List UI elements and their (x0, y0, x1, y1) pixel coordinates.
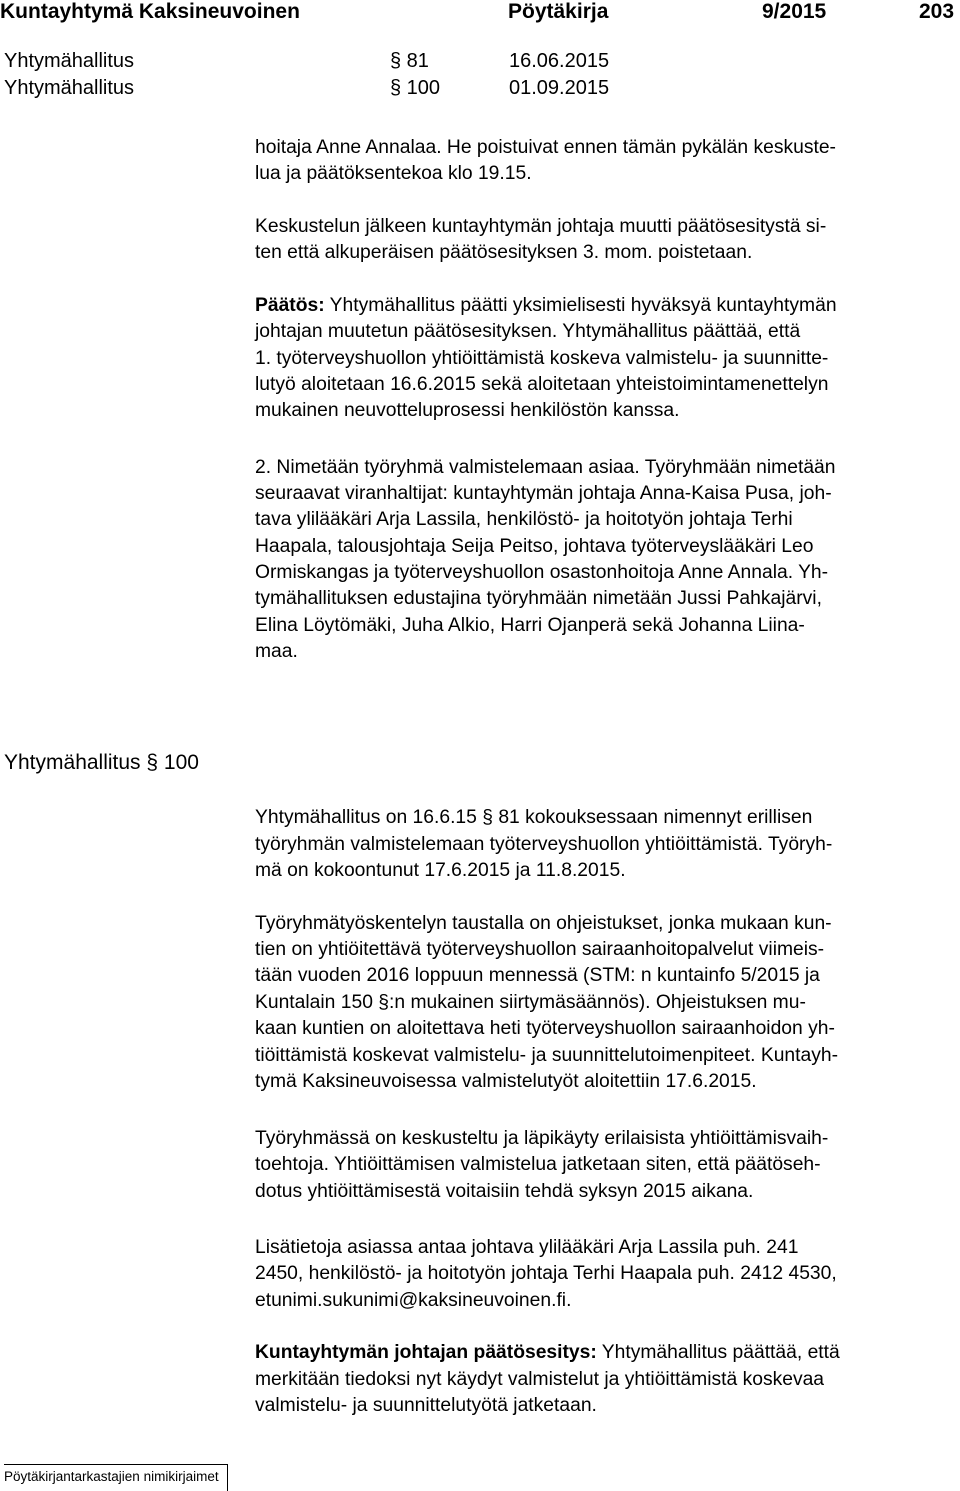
reference-body: Yhtymähallitus (4, 50, 135, 72)
signature-box (4, 1464, 228, 1491)
decision-label: Päätös: (255, 295, 325, 316)
text-line: 1. työterveyshuollon yhtiöittämistä koskeva valmistelu- ja suunnitte- (255, 348, 829, 369)
text-line: tien on yhtiöitettävä työterveyshuollon sairaanhoitopalvelut viimeis- (255, 939, 825, 960)
text-line: lua ja päätöksentekoa klo 19.15. (255, 163, 532, 184)
text-line: seuraavat viranhaltijat: kuntayhtymän johtaja Anna-Kaisa Pusa, joh- (255, 483, 832, 504)
text-line: merkitään tiedoksi nyt käydyt valmistelut ja yhtiöittämistä koskevaa (255, 1369, 825, 1390)
text-line: Ormiskangas ja työterveyshuollon osastonhoitoja Anne Annala. Yh- (255, 562, 829, 583)
text-line: dotus yhtiöittämisestä voitaisiin tehdä syksyn 2015 aikana. (255, 1181, 754, 1202)
text-line: tiöittämistä koskevat valmistelu- ja suunnittelutoimenpiteet. Kuntayh- (255, 1045, 839, 1066)
text-line: johtajan muutetun päätösesityksen. Yhtymähallitus päättää, että (255, 321, 801, 342)
text-line: Työryhmässä on keskusteltu ja läpikäyty erilaisista yhtiöittämisvaih- (255, 1128, 829, 1149)
text-line: mukainen neuvotteluprosessi henkilöstön kanssa. (255, 400, 680, 421)
text-line: Lisätietoja asiassa antaa johtava ylilääkäri Arja Lassila puh. 241 (255, 1237, 799, 1258)
reference-section: § 81 (390, 50, 429, 72)
text-line: toehtoja. Yhtiöittämisen valmistelua jatketaan siten, että päätöseh- (255, 1154, 821, 1175)
reference-date: 01.09.2015 (509, 77, 610, 99)
decision-text: Yhtymähallitus päätti yksimielisesti hyväksyä kuntayhtymän (324, 295, 837, 316)
proposal-text: Yhtymähallitus päättää, että (596, 1342, 840, 1363)
text-line: tymä Kaksineuvoisessa valmistelutyöt aloitettiin 17.6.2015. (255, 1071, 757, 1092)
reference-date: 16.06.2015 (509, 50, 610, 72)
organization-name: Kuntayhtymä Kaksineuvoinen (0, 0, 300, 23)
text-line: maa. (255, 641, 298, 662)
text-line: Työryhmätyöskentelyn taustalla on ohjeistukset, jonka mukaan kun- (255, 913, 832, 934)
text-line: tään vuoden 2016 loppuun mennessä (STM: n kuntainfo 5/2015 ja (255, 965, 820, 986)
text-line: valmistelu- ja suunnittelutyötä jatketaan. (255, 1395, 597, 1416)
text-line: työryhmän valmistelemaan työterveyshuollon yhtiöittämistä. Työryh- (255, 834, 833, 855)
text-line: Kuntalain 150 §:n mukainen siirtymäsäännös). Ohjeistuksen mu- (255, 992, 806, 1013)
text-line (255, 293, 837, 319)
reference-section: § 100 (390, 77, 441, 99)
page-number: 203 (919, 0, 955, 23)
text-line: ten että alkuperäisen päätösesityksen 3. mom. poistetaan. (255, 242, 753, 263)
text-line: Keskustelun jälkeen kuntayhtymän johtaja muutti päätösesitystä si- (255, 216, 827, 237)
text-line: hoitaja Anne Annalaa. He poistuivat ennen tämän pykälän keskuste- (255, 137, 836, 158)
text-line: kaan kuntien on aloitettava heti työterveyshuollon sairaanhoidon yh- (255, 1018, 835, 1039)
signature-label: Pöytäkirjantarkastajien nimikirjaimet (4, 1469, 219, 1484)
text-line: Yhtymähallitus on 16.6.15 § 81 kokouksessaan nimennyt erillisen (255, 807, 813, 828)
text-line: mä on kokoontunut 17.6.2015 ja 11.8.2015. (255, 860, 626, 881)
text-line: Elina Löytömäki, Juha Alkio, Harri Ojanperä sekä Johanna Liina- (255, 615, 805, 636)
text-line: 2. Nimetään työryhmä valmistelemaan asiaa. Työryhmään nimetään (255, 457, 836, 478)
proposal-label: Kuntayhtymän johtajan päätösesitys: (255, 1342, 597, 1363)
document-number: 9/2015 (762, 0, 827, 23)
text-line (255, 1340, 840, 1366)
document-type: Pöytäkirja (508, 0, 609, 23)
text-line: lutyö aloitetaan 16.6.2015 sekä aloitetaan yhteistoimintamenettelyn (255, 374, 829, 395)
reference-body: Yhtymähallitus (4, 77, 135, 99)
text-line: etunimi.sukunimi@kaksineuvoinen.fi. (255, 1290, 572, 1311)
text-line: tava ylilääkäri Arja Lassila, henkilöstö- ja hoitotyön johtaja Terhi (255, 509, 793, 530)
text-line: 2450, henkilöstö- ja hoitotyön johtaja Terhi Haapala puh. 2412 4530, (255, 1263, 837, 1284)
text-line: Haapala, talousjohtaja Seija Peitso, johtava työterveyslääkäri Leo (255, 536, 814, 557)
text-line: tymähallituksen edustajina työryhmään nimetään Jussi Pahkajärvi, (255, 588, 822, 609)
section-heading: Yhtymähallitus § 100 (4, 751, 199, 774)
